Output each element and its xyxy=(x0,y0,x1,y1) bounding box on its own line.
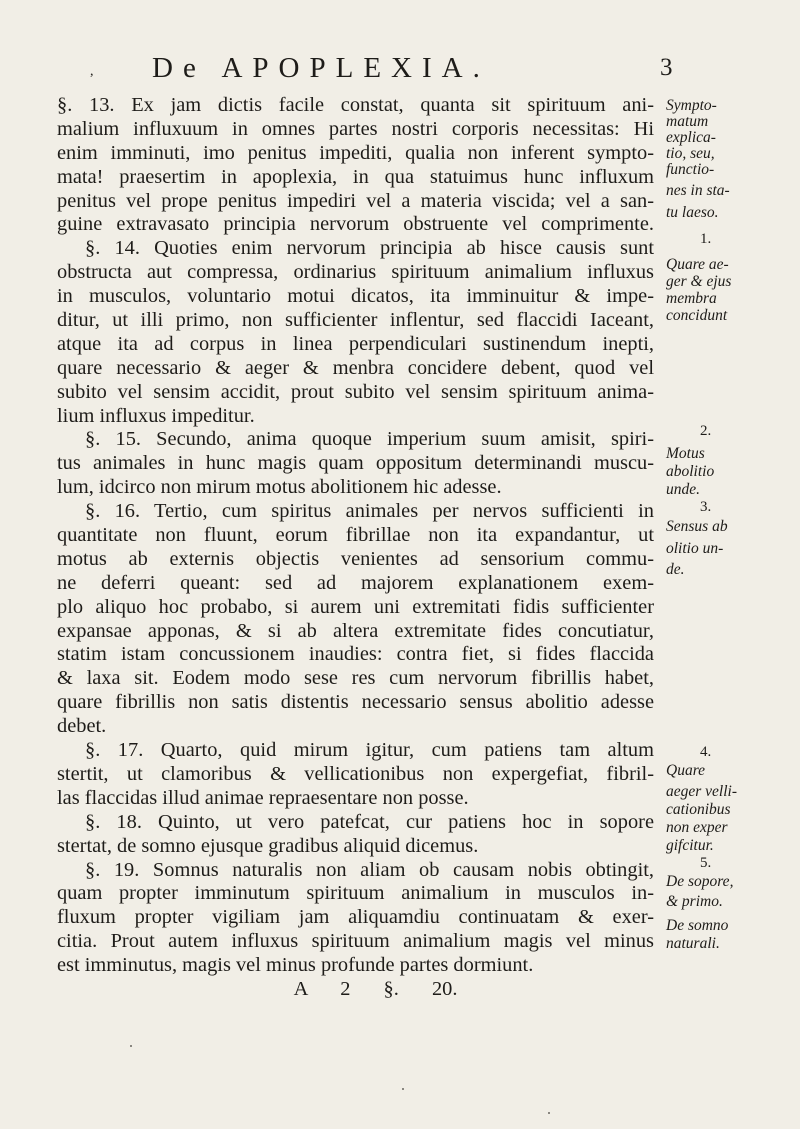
margin-note: unde. xyxy=(666,481,701,498)
margin-note: De somno xyxy=(666,917,729,934)
text-line: stertit, ut clamoribus & vellicationibus non expergefiat, fibril- xyxy=(57,762,654,785)
margin-note: ger & ejus xyxy=(666,273,732,290)
text-line: & laxa sit. Eodem modo sese res cum nervorum fibrillis habet, xyxy=(57,667,654,690)
text-line: §. 15. Secundo, anima quoque imperium suum amisit, spiri- xyxy=(85,428,654,451)
margin-note: tu laeso. xyxy=(666,204,719,221)
text-line: §. 13. Ex jam dictis facile constat, quanta sit spirituum ani- xyxy=(57,94,654,116)
text-line: debet. xyxy=(57,715,107,738)
margin-note: aeger velli- xyxy=(666,783,738,800)
text-line: fluxum propter vigiliam jam aliquamdiu continuatam & exer- xyxy=(57,906,654,929)
text-line: quantitate non fluunt, eorum fibrillae non ita expandantur, ut xyxy=(57,524,654,547)
text-line: atque ita ad corpus in linea perpendiculari sustinendum inepti, xyxy=(57,332,654,355)
margin-note: Motus xyxy=(666,445,705,462)
margin-note: functio- xyxy=(666,161,715,178)
margin-note: olitio un- xyxy=(666,540,724,557)
margin-note: de. xyxy=(666,561,685,578)
margin-note: Quare xyxy=(666,762,706,779)
margin-note: Quare ae- xyxy=(666,256,729,273)
margin-note: Sensus ab xyxy=(666,518,728,535)
text-line: plo aliquo hoc probabo, si aurem uni extremitati fidis sufficienter xyxy=(57,595,654,618)
margin-note: & primo. xyxy=(666,893,723,910)
text-line: quare fibrillis non satis distentis necessario sensus abolitio adesse xyxy=(57,691,654,714)
text-line: statim istam concussionem inaudies: contra fiet, si fides flaccida xyxy=(57,643,654,666)
margin-note: gifcitur. xyxy=(666,837,714,854)
header-mark: , xyxy=(90,64,94,79)
text-line: mata! praesertim in apoplexia, in qua statuimus hunc influxum xyxy=(57,165,654,188)
margin-note: non exper xyxy=(666,819,728,836)
main-text xyxy=(57,94,654,1002)
margin-note: nes in sta- xyxy=(666,182,730,199)
text-line: lium influxus impeditur. xyxy=(57,404,255,427)
text-line: §. 14. Quoties enim nervorum principia ab hisce causis sunt xyxy=(85,237,654,260)
margin-note-number: 1. xyxy=(700,231,712,247)
text-line: tus animales in hunc magis quam oppositum determinandi muscu- xyxy=(57,452,654,475)
paper-speck xyxy=(402,1088,404,1090)
margin-note-number: 2. xyxy=(700,423,712,439)
margin-note-number: 3. xyxy=(700,499,712,515)
page-number: 3 xyxy=(660,54,673,81)
text-line: §. 17. Quarto, quid mirum igitur, cum patiens tam altum xyxy=(85,739,654,762)
margin-note-number: 5. xyxy=(700,855,712,871)
text-line: est imminutus, magis vel minus profunde partes dormiunt. xyxy=(57,954,534,977)
text-line: in musculos, voluntario motui dicatos, ita imminuitur & impe- xyxy=(57,285,654,308)
text-line: motus ab externis objectis venientes ad sensorium commu- xyxy=(57,547,654,570)
text-line: guine extravasato principia nervorum obstruente vel comprimente. xyxy=(57,213,654,236)
margin-note-number: 4. xyxy=(700,744,712,760)
text-line: §. 19. Somnus naturalis non aliam ob causam nobis obtingit, xyxy=(85,858,654,881)
text-line: malium influxuum in omnes partes nostri corporis necessitas: Hi xyxy=(57,117,654,140)
running-header xyxy=(60,52,710,86)
margin-note: matum xyxy=(666,113,709,130)
text-line: §. 18. Quinto, ut vero patefcat, cur patiens hoc in sopore xyxy=(85,810,654,833)
text-line: expansae apponas, & si ab altera extremitate fides concutiatur, xyxy=(57,619,654,642)
text-line: stertat, de somno ejusque gradibus aliquid dicemus. xyxy=(57,834,479,857)
margin-note: membra xyxy=(666,290,717,307)
paper-speck xyxy=(548,1112,550,1114)
text-line: citia. Prout autem influxus spirituum animalium magis vel minus xyxy=(57,930,654,953)
text-line: ne deferri queant: sed ad majorem explanationem exem- xyxy=(57,571,654,594)
text-line: enim imminuti, imo penitus impediti, qualia non inferent sympto- xyxy=(57,141,654,164)
text-line: ditur, ut illi primo, non sufficienter inflentur, sed flaccidi Iaceant, xyxy=(57,309,654,332)
margin-note: cationibus xyxy=(666,801,731,818)
margin-note: tio, seu, xyxy=(666,145,715,162)
text-line: quare necessario & aeger & menbra concidere debent, quod vel xyxy=(57,356,654,379)
running-title: De APOPLEXIA. xyxy=(152,52,490,84)
text-line: quam propter imminutum spirituum animalium in musculos in- xyxy=(57,882,654,905)
text-line: obstructa aut compressa, ordinarius spirituum animalium influxus xyxy=(57,261,654,284)
margin-note: abolitio xyxy=(666,463,715,480)
catchword-line: A 2 §. 20. xyxy=(293,977,458,1000)
text-line: lum, idcirco non mirum motus abolitionem hic adesse. xyxy=(57,476,502,499)
text-line: subito vel sensim accidit, prout subito vel sensim spirituum anima- xyxy=(57,380,654,403)
margin-note: explica- xyxy=(666,129,716,146)
text-line: las flaccidas illud animae repraesentare non posse. xyxy=(57,786,469,809)
margin-note: concidunt xyxy=(666,307,728,324)
margin-note: De sopore, xyxy=(666,873,734,890)
text-line: §. 16. Tertio, cum spiritus animales per nervos sufficienti in xyxy=(85,500,654,523)
margin-note: Sympto- xyxy=(666,97,717,114)
paper-speck xyxy=(130,1045,132,1047)
margin-note: naturali. xyxy=(666,935,720,952)
text-line: penitus vel prope penitus impediri vel a materia viscida; vel a san- xyxy=(57,189,654,212)
